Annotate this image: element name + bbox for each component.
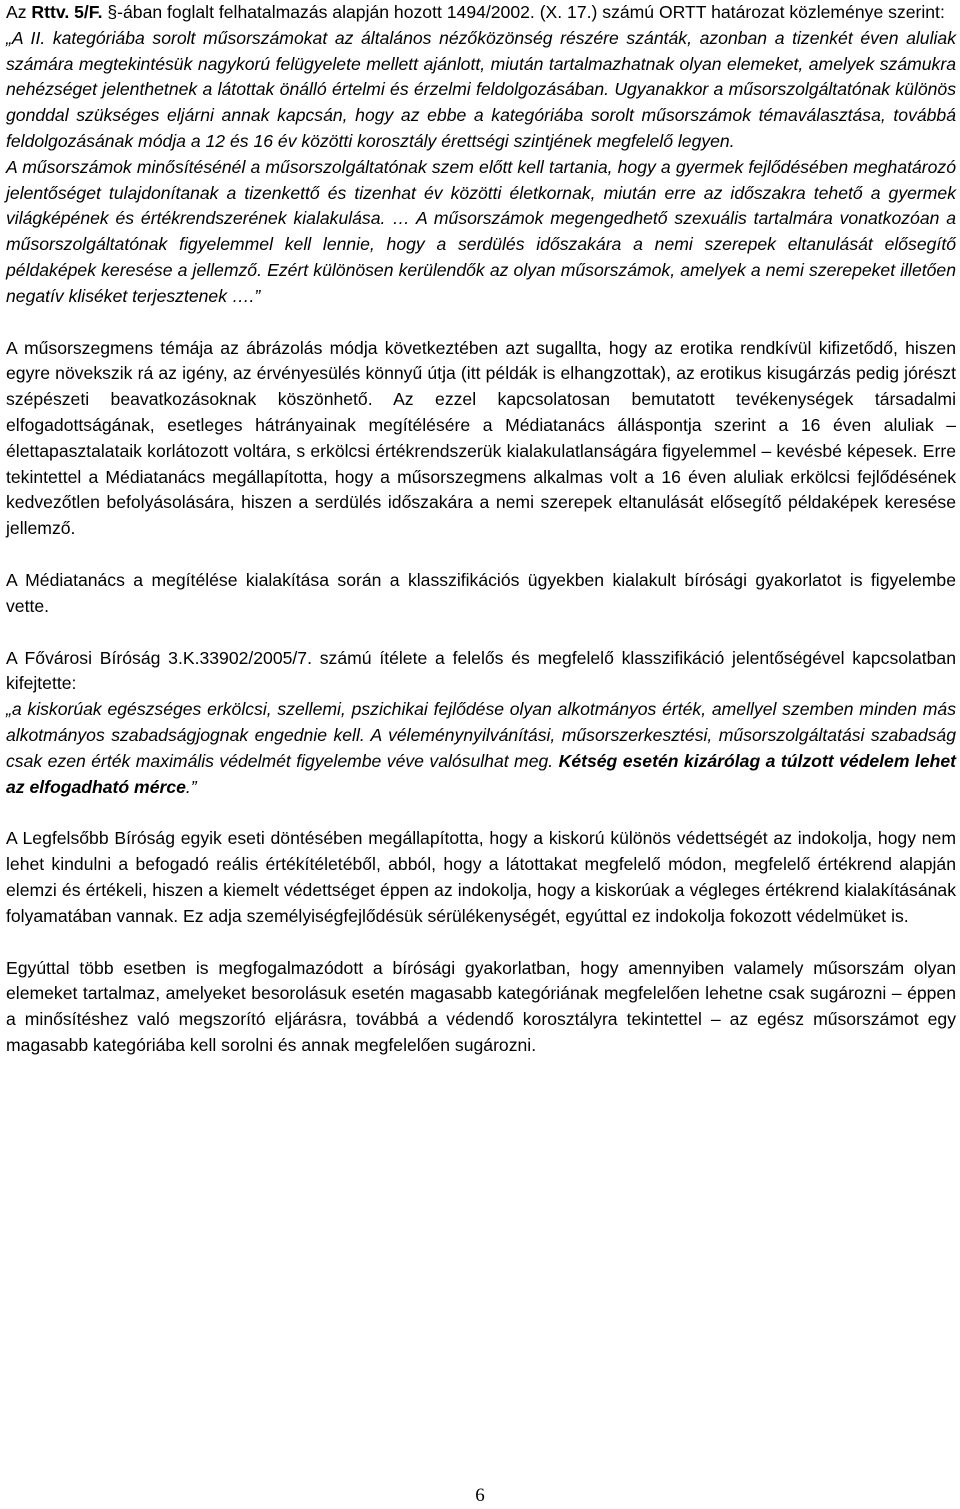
assessment-paragraph: A műsorszegmens témája az ábrázolás módja következtében azt sugallta, hogy az erotika rendkívül kifizetődő, hiszen egyre növekszik rá az igény, az érvényesülés könnyű útja (itt példák is elhangzottak), az erotikus kisugárzás pedig jórészt szépészeti beavatkozásoknak köszönhető. Az ezzel kapcsolatosan bemutatott tevékenységek társadalmi elfogadottságának, esetleges hátrányainak megítélésére a Médiatanács álláspontja szerint a 16 éven aluliak – élettapasztalataik korlátozott voltára, s erkölcsi értékrendszerük kialakulatlanságára figyelemmel – kevésbé képesek. Erre tekintettel a Médiatanács megállapította, hogy a műsorszegmens alkalmas volt a 16 éven aluliak erkölcsi fejlődésének kedvezőtlen befolyásolására, hiszen a serdülés időszakára a nemi szerepek eltanulását elősegítő példaképek keresése jellemző. — [6, 337, 956, 539]
court-ruling-emphasis: Kétség esetén kizárólag a túlzott védelem lehet az elfogadható mérce — [6, 750, 956, 797]
court-ruling-intro: A Fővárosi Bíróság 3.K.33902/2005/7. számú ítélete a felelős és megfelelő klasszifikáció jelentőségével kapcsolatban kifejtette: — [6, 647, 956, 694]
supreme-court-paragraph: A Legfelsőbb Bíróság egyik eseti döntésében megállapította, hogy a kiskorú különös védettségét az indokolja, hogy nem lehet kindulni a befogadó reális értékítéletéből, abból, hogy a látottakat megfelelő módon, megfelelő értékrend alapján elemzi és értékeli, hiszen a kiemelt védettséget éppen az indokolja, hogy a kiskorúak a végleges értékrend kialakításának folyamatában vannak. Ez adja személyiségfejlődésük sérülékenységét, egyúttal ez indokolja fokozott védelmüket is. — [6, 828, 956, 926]
court-practice-paragraph: A Médiatanács a megítélése kialakítása során a klasszifikációs ügyekben kialakult bírósági gyakorlatot is figyelembe vette. — [6, 569, 956, 616]
page-number: 6 — [475, 1485, 485, 1506]
intro-paragraph: Az Rttv. 5/F. §-ában foglalt felhatalmazás alapján hozott 1494/2002. (X. 17.) számú ORTT határozat közleménye szerint: — [6, 2, 945, 22]
document-body — [6, 0, 956, 1059]
law-reference: Rttv. 5/F. — [31, 2, 103, 22]
court-ruling-quote: „a kiskorúak egészséges erkölcsi, szellemi, pszichikai fejlődése olyan alkotmányos érték, amellyel szemben minden más alkotmányos szabadságjognak engednie kell. A véleménynyilvánítási, műsorszerkesztési, műsorszolgáltatási szabadság csak ezen érték maximális védelmét figyelembe véve valósulhat meg. Kétség esetén kizárólag a túlzott védelem lehet az elfogadható mérce.” — [6, 699, 956, 797]
classification-paragraph: Egyúttal több esetben is megfogalmazódott a bírósági gyakorlatban, hogy amennyiben valamely műsorszám olyan elemeket tartalmaz, amelyeket besorolásuk esetén magasabb kategóriának megfelelően lehetne csak sugározni – éppen a minősítéshez való megszorító eljárásra, továbbá a védendő korosztályra tekintettel – az egész műsorszámot egy magasabb kategóriába kell sorolni és annak megfelelően sugározni. — [6, 957, 956, 1055]
ortt-quote-part1: „A II. kategóriába sorolt műsorszámokat az általános nézőközönség részére szánták, azonban a tizenkét éven aluliak számára megtekintésük nagykorú felügyelete mellett ajánlott, miután tartalmazhatnak olyan elemeket, amelyek számukra nehézséget jelenthetnek a látottak önálló értelmi és érzelmi feldolgozásában. Ugyanakkor a műsorszolgáltatónak különös gonddal szükséges eljárni annak kapcsán, hogy az ebbe a kategóriába sorolt műsorszámok témaválasztása, továbbá feldolgozásának módja a 12 és 16 év közötti korosztály érettségi szintjének megfelelő legyen. — [6, 27, 956, 151]
ortt-quote-part2: A műsorszámok minősítésénél a műsorszolgáltatónak szem előtt kell tartania, hogy a gyermek fejlődésében meghatározó jelentőséget tulajdonítanak a tizenkettő és tizenhat év közötti életkornak, miután erre az időszakra tehető a gyermek világképének és értékrendszerének kialakulása. … A műsorszámok megengedhető szexuális tartalmára vonatkozóan a műsorszolgáltatónak figyelemmel kell lennie, hogy a serdülés időszakára a nemi szerepek eltanulását elősegítő példaképek keresése a jellemző. Ezért különösen kerülendők az olyan műsorszámok, amelyek a nemi szerepeket illetően negatív kliséket terjesztenek ….” — [6, 156, 956, 306]
